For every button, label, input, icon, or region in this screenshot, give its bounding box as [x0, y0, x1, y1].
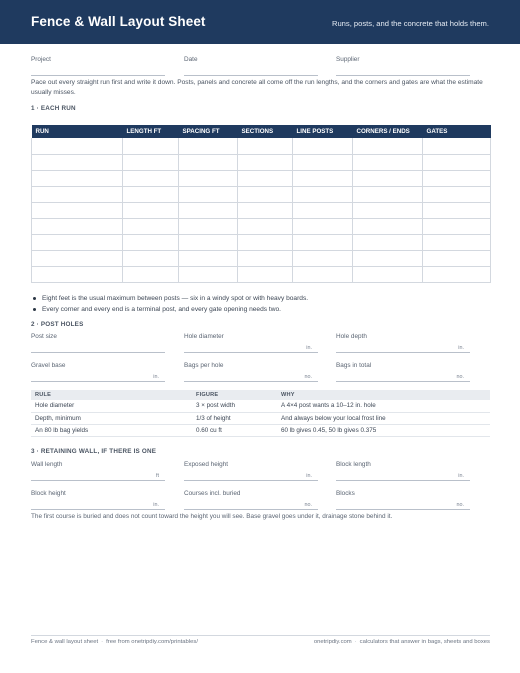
section-each-run-title: 1 · EACH RUN [31, 105, 76, 112]
post-size-label: Post size [31, 333, 57, 340]
table-cell[interactable] [353, 266, 423, 282]
list-item: Eight feet is the usual maximum between posts — six in a windy spot or with heavy boards. [42, 295, 309, 302]
gravel-base-field[interactable] [31, 362, 165, 382]
col-figure: FIGURE [192, 390, 277, 400]
table-cell[interactable] [123, 186, 179, 202]
exposed-height-label: Exposed height [184, 461, 229, 468]
table-cell[interactable] [293, 138, 353, 154]
table-cell[interactable] [123, 218, 179, 234]
table-cell[interactable] [353, 234, 423, 250]
wall-length-field[interactable] [31, 461, 165, 481]
table-cell[interactable] [123, 266, 179, 282]
hole-depth-label: Hole depth [336, 333, 367, 340]
table-cell[interactable] [32, 218, 123, 234]
table-row [31, 424, 490, 436]
col-run: RUN [32, 125, 123, 138]
table-cell[interactable] [123, 170, 179, 186]
hole-depth-unit: in. [458, 345, 464, 351]
date-field[interactable] [184, 56, 318, 76]
table-cell[interactable] [293, 250, 353, 266]
table-cell[interactable] [32, 250, 123, 266]
table-cell[interactable] [423, 218, 491, 234]
block-length-unit: in. [458, 473, 464, 479]
table-cell[interactable] [32, 234, 123, 250]
table-row [32, 186, 491, 202]
project-field[interactable] [31, 56, 165, 76]
footer-tagline: calculators that answer in bags, sheets and boxes [359, 639, 490, 645]
footer-right [314, 639, 490, 645]
rule-cell: Hole diameter [31, 400, 192, 412]
col-spacing: SPACING FT [179, 125, 238, 138]
blocks-unit: no. [456, 502, 464, 508]
table-cell[interactable] [179, 138, 238, 154]
bags-total-field[interactable] [336, 362, 470, 382]
table-cell[interactable] [353, 138, 423, 154]
table-cell[interactable] [238, 186, 293, 202]
section-post-holes-title: 2 · POST HOLES [31, 321, 84, 328]
date-label: Date [184, 56, 198, 63]
table-cell[interactable] [423, 234, 491, 250]
table-cell[interactable] [179, 202, 238, 218]
hole-diameter-unit: in. [306, 345, 312, 351]
table-cell[interactable] [423, 202, 491, 218]
hole-diameter-field[interactable] [184, 333, 318, 353]
post-size-field[interactable] [31, 333, 165, 353]
exposed-height-field[interactable] [184, 461, 318, 481]
footer-separator: · [101, 639, 104, 645]
table-cell[interactable] [353, 186, 423, 202]
table-cell[interactable] [179, 170, 238, 186]
table-cell[interactable] [179, 218, 238, 234]
why-cell: 60 lb gives 0.45, 50 lb gives 0.375 [277, 424, 490, 436]
table-row [32, 250, 491, 266]
table-row [32, 170, 491, 186]
figure-cell: 0.60 cu ft [192, 424, 277, 436]
block-height-field[interactable] [31, 490, 165, 510]
blocks-label: Blocks [336, 490, 355, 497]
list-item: Every corner and every end is a terminal post, and every gate opening needs two. [42, 304, 308, 315]
table-cell[interactable] [32, 266, 123, 282]
block-length-label: Block length [336, 461, 371, 468]
table-cell[interactable] [423, 138, 491, 154]
table-cell[interactable] [238, 234, 293, 250]
table-cell[interactable] [123, 250, 179, 266]
notes-list [42, 293, 308, 315]
bags-per-hole-field[interactable] [184, 362, 318, 382]
table-cell[interactable] [293, 266, 353, 282]
why-cell: And always below your local frost line [277, 412, 490, 424]
table-cell[interactable] [353, 202, 423, 218]
gravel-base-label: Gravel base [31, 362, 66, 369]
block-height-label: Block height [31, 490, 66, 497]
table-row [32, 154, 491, 170]
table-cell[interactable] [123, 138, 179, 154]
table-cell[interactable] [32, 186, 123, 202]
table-cell[interactable] [179, 250, 238, 266]
table-cell[interactable] [123, 154, 179, 170]
col-sections: SECTIONS [238, 125, 293, 138]
courses-field[interactable] [184, 490, 318, 510]
table-cell[interactable] [238, 138, 293, 154]
bags-total-label: Bags in total [336, 362, 372, 369]
supplier-label: Supplier [336, 56, 360, 63]
courses-unit: no. [304, 502, 312, 508]
table-cell[interactable] [423, 186, 491, 202]
table-cell[interactable] [32, 154, 123, 170]
footer-source: free from onetripdiy.com/printables/ [106, 639, 198, 645]
table-row [31, 412, 490, 424]
table-row [32, 266, 491, 282]
table-cell[interactable] [353, 170, 423, 186]
footer-sheet-name: Fence & wall layout sheet [31, 639, 99, 645]
table-cell[interactable] [423, 170, 491, 186]
figure-cell: 1/3 of height [192, 412, 277, 424]
footer-left [31, 639, 198, 645]
rule-cell: An 80 lb bag yields [31, 424, 192, 436]
table-cell[interactable] [32, 202, 123, 218]
rule-cell: Depth, minimum [31, 412, 192, 424]
page-title: Fence & Wall Layout Sheet [31, 14, 206, 29]
table-row [32, 218, 491, 234]
table-cell[interactable] [32, 138, 123, 154]
section-retaining-wall-title: 3 · RETAINING WALL, IF THERE IS ONE [31, 448, 157, 455]
table-cell[interactable] [32, 170, 123, 186]
rules-table-header [31, 390, 490, 400]
table-cell[interactable] [123, 202, 179, 218]
table-cell[interactable] [353, 250, 423, 266]
courses-label: Courses incl. buried [184, 490, 241, 497]
col-why: WHY [277, 390, 490, 400]
table-cell[interactable] [238, 218, 293, 234]
table-cell[interactable] [293, 154, 353, 170]
table-cell[interactable] [423, 266, 491, 282]
bags-per-hole-unit: no. [304, 374, 312, 380]
bags-per-hole-label: Bags per hole [184, 362, 224, 369]
block-length-field[interactable] [336, 461, 470, 481]
hole-diameter-label: Hole diameter [184, 333, 224, 340]
table-cell[interactable] [293, 186, 353, 202]
rules-table [31, 390, 490, 437]
wall-length-label: Wall length [31, 461, 63, 468]
col-line-posts: LINE POSTS [293, 125, 353, 138]
footer-divider [31, 635, 490, 636]
wall-length-unit: ft [156, 473, 159, 479]
table-cell[interactable] [293, 218, 353, 234]
table-cell[interactable] [179, 154, 238, 170]
why-cell: A 4×4 post wants a 10–12 in. hole [277, 400, 490, 412]
table-cell[interactable] [423, 250, 491, 266]
footer-site: onetripdiy.com [313, 639, 352, 645]
intro-text: Pace out every straight run first and write it down. Posts, panels and concrete all come off the run lengths, and the corners and gates are what the estimate usually misses. [31, 79, 483, 96]
table-row [32, 234, 491, 250]
footer-separator: · [354, 639, 357, 645]
page-tagline: Runs, posts, and the concrete that holds them. [331, 19, 489, 28]
table-row [32, 138, 491, 154]
table-cell[interactable] [238, 154, 293, 170]
runs-table-header [32, 125, 491, 138]
exposed-height-unit: in. [306, 473, 312, 479]
supplier-field[interactable] [336, 56, 470, 76]
table-row [31, 400, 490, 412]
col-length: LENGTH FT [123, 125, 179, 138]
retaining-wall-footnote: The first course is buried and does not count toward the height you will see. Base gravel goes under it, drainage stone behind it. [31, 513, 393, 520]
table-cell[interactable] [179, 234, 238, 250]
col-rule: RULE [31, 390, 192, 400]
gravel-base-unit: in. [153, 374, 159, 380]
bags-total-unit: no. [456, 374, 464, 380]
table-cell[interactable] [238, 266, 293, 282]
table-cell[interactable] [293, 202, 353, 218]
block-height-unit: in. [153, 502, 159, 508]
project-label: Project [31, 56, 51, 63]
table-cell[interactable] [293, 234, 353, 250]
table-cell[interactable] [238, 170, 293, 186]
table-cell[interactable] [423, 154, 491, 170]
table-cell[interactable] [293, 170, 353, 186]
runs-table [31, 125, 491, 283]
hole-depth-field[interactable] [336, 333, 470, 353]
col-gates: GATES [423, 125, 491, 138]
page-header [0, 0, 520, 44]
table-row [32, 202, 491, 218]
table-cell[interactable] [353, 218, 423, 234]
table-cell[interactable] [238, 250, 293, 266]
table-cell[interactable] [353, 154, 423, 170]
figure-cell: 3 × post width [192, 400, 277, 412]
table-cell[interactable] [179, 186, 238, 202]
blocks-field[interactable] [336, 490, 470, 510]
table-cell[interactable] [238, 202, 293, 218]
table-cell[interactable] [123, 234, 179, 250]
table-cell[interactable] [179, 266, 238, 282]
col-corners-ends: CORNERS / ENDS [353, 125, 423, 138]
